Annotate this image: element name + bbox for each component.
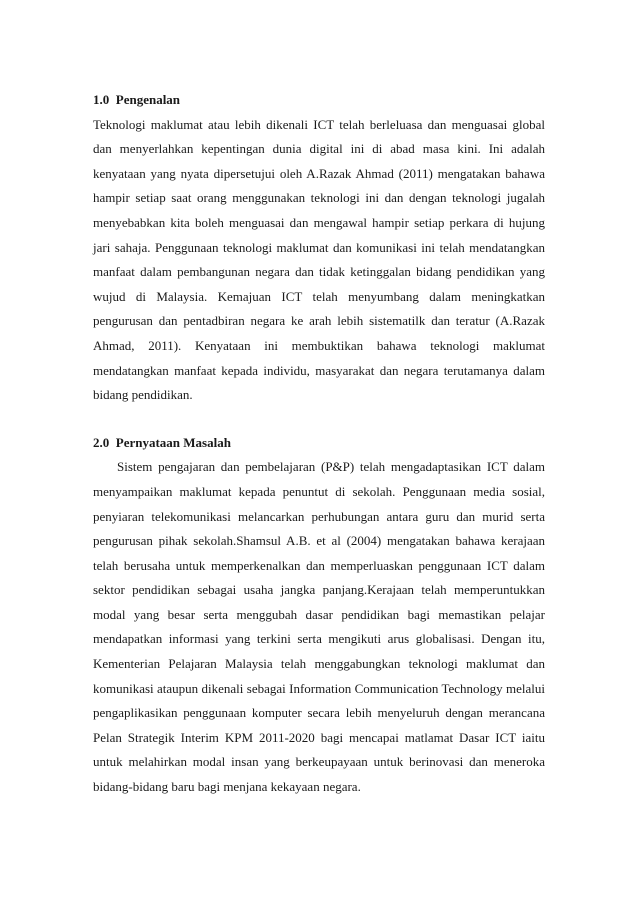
section-paragraph-problem-statement: Sistem pengajaran dan pembelajaran (P&P) telah mengadaptasikan ICT dalam menyampaikan maklumat kepada penuntut di sekolah. Penggunaan media sosial, penyiaran telekomunikasi melancarkan perhubungan antara guru dan murid serta pengurusan pihak sekolah.Shamsul A.B. et al (2004) mengatakan bahawa kerajaan telah berusaha untuk memperkenalkan dan memperluaskan penggunaan ICT dalam sektor pendidikan sebagai usaha jangka panjang.Kerajaan telah memperuntukkan modal yang besar serta menggubah dasar pendidikan bagi memastikan pelajar mendapatkan informasi yang terkini serta mengikuti arus globalisasi. Dengan itu, Kementerian Pelajaran Malaysia telah menggabungkan teknologi maklumat dan komunikasi ataupun dikenali sebagai Information Communication Technology melalui pengaplikasikan penggunaan komputer secara lebih menyeluruh dengan merancana Pelan Strategik Interim KPM 2011-2020 bagi mencapai matlamat Dasar ICT iaitu untuk melahirkan modal insan yang berkeupayaan untuk berinovasi dan meneroka bidang-bidang baru bagi menjana kekayaan negara. (93, 459, 545, 795)
section-gap (93, 408, 545, 431)
section-paragraph-introduction: Teknologi maklumat atau lebih dikenali ICT telah berleluasa dan menguasai global dan menyerlahkan kepentingan dunia digital ini di abad masa kini. Ini adalah kenyataan yang nyata dipersetujui oleh A.Razak Ahmad (2011) mengatakan bahawa hampir setiap saat orang menggunakan teknologi ini dan dengan teknologi jugalah menyebabkan kita boleh menguasai dan mengawal hampir setiap perkara di hujung jari sahaja. Penggunaan teknologi maklumat dan komunikasi ini telah mendatangkan manfaat dalam pembangunan negara dan tidak ketinggalan bidang pendidikan yang wujud di Malaysia. Kemajuan ICT telah menyumbang dalam meningkatkan pengurusan dan pentadbiran negara ke arah lebih sistematilk dan teratur (A.Razak Ahmad, 2011). Kenyataan ini membuktikan bahawa teknologi maklumat mendatangkan manfaat kepada individu, masyarakat dan negara terutamanya dalam bidang pendidikan. (93, 116, 545, 403)
section-heading-problem-statement: 2.0 Pernyataan Masalah (93, 434, 231, 450)
section-heading-introduction: 1.0 Pengenalan (93, 92, 181, 107)
section-introduction (93, 88, 545, 408)
document-page (93, 88, 545, 800)
section-problem-statement (93, 431, 545, 800)
